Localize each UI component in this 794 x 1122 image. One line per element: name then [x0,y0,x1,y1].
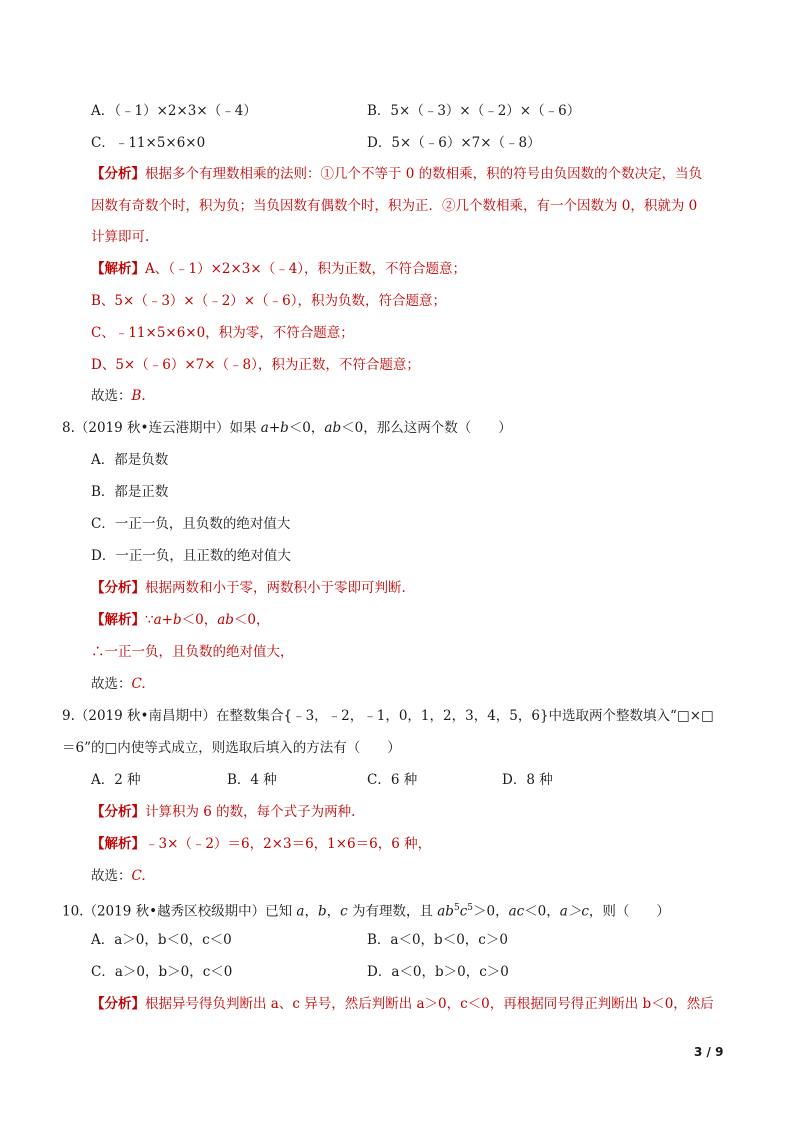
q8-stem-prefix: 8.（2019 秋•连云港期中）如果 [62,420,261,436]
q9-option-a: A．2 种 [91,772,141,788]
answer-label: 故选： [91,676,132,692]
q10-var-b: b [317,903,327,920]
answer-label: 故选： [91,868,132,884]
q7-solution-line-2: B、5×（﹣3）×（﹣2）×（﹣6），积为负数，符合题意； [91,293,446,309]
q8-analysis-text: 根据两数和小于零，两数积小于零即可判断. [145,580,406,596]
solution-tag: 【解析】 [91,261,145,277]
q10-analysis-text: 根据异号得负判断出 a、c 异号，然后判断出 a＞0，c＜0，再根据同号得正判断出 b＜0，然后 [145,996,714,1012]
q10-var-a: a [296,903,305,920]
q10-cond-1: ＞0， [472,903,509,920]
q7-solution-line-1 [91,260,466,278]
q8-sol-expr-2: ab [217,612,234,628]
q7-solution-line-3: C、﹣11×5×6×0，积为零，不符合题意； [91,325,354,341]
analysis-tag: 【分析】 [91,580,145,596]
q8-option-b: B．都是正数 [91,484,169,500]
q7-option-row-1 [91,102,581,120]
q9-stem-line-1: 9.（2019 秋•南昌期中）在整数集合{﹣3，﹣2，﹣1，0，1，2，3，4，5，6}中选取两个整数填入“□×□ [62,708,714,724]
solution-tag: 【解析】 [91,612,145,628]
q10-stem-mid: 为有理数，且 [347,903,438,920]
q8-sol-mid: ＜0， [181,612,218,628]
answer-value: B. [131,388,146,404]
q8-analysis [91,579,406,597]
q9-stem-line-2: ＝6”的□内使等式成立，则选取后填入的方法有（ ） [62,740,401,756]
q8-sol-suffix: ＜0， [233,612,270,628]
q10-option-d: D．a＜0，b＞0，c＞0 [367,964,509,980]
q7-analysis-line-2: 因数有奇数个时，积为负；当负因数有偶数个时，积为正．②几个数相乘，有一个因数为 0，积就为 0 [91,198,698,214]
q7-option-d: D．5×（﹣6）×7×（﹣8） [367,135,541,151]
q7-solution-line-4: D、5×（﹣6）×7×（﹣8），积为正数，不符合题意； [91,357,420,373]
page-number: 3 / 9 [694,1045,724,1059]
answer-label: 故选： [91,388,132,404]
q10-option-b: B．a＜0，b＜0，c＞0 [367,932,508,948]
q8-solution-line-2: ∴一正一负，且负数的绝对值大， [91,644,294,660]
q10-var-c: c [340,903,348,920]
because-symbol: ∵ [145,612,154,628]
answer-value: C. [131,868,146,884]
q8-stem-mid: ＜0， [288,420,325,436]
q8-option-a: A．都是负数 [91,452,169,468]
q10-expr-ac: ac [508,903,525,920]
q8-answer [91,675,146,693]
q9-option-d: D．8 种 [502,772,553,788]
q10-expr-ab: ab [437,903,454,920]
q10-exponent-2: 5 [467,903,473,913]
q8-option-d: D．一正一负，且正数的绝对值大 [91,548,291,564]
q7-analysis-text: 根据多个有理数相乘的法则：①几个不等于 0 的数相乘，积的符号由负因数的个数决定，当负 [145,166,703,182]
q10-option-c: C．a＞0，b＞0，c＜0 [91,964,233,980]
q7-option-a: A．（﹣1）×2×3×（﹣4） [91,103,257,119]
q8-sol-expr-1: a+b [153,612,182,628]
q10-option-row-1 [91,931,508,949]
q7-answer [91,387,146,405]
q8-solution-line-1 [91,611,270,629]
q10-stem-prefix: 10.（2019 秋•越秀区校级期中）已知 [62,903,297,920]
analysis-tag: 【分析】 [91,996,145,1012]
q8-expr-2: ab [324,420,342,436]
q9-solution [91,835,431,853]
q10-expr-a-gt-c: a＞c [559,903,589,920]
analysis-tag: 【分析】 [91,166,145,182]
analysis-tag: 【分析】 [91,804,145,820]
q7-option-b: B．5×（﹣3）×（﹣2）×（﹣6） [367,103,581,119]
q9-analysis-text: 计算积为 6 的数，每个式子为两种. [145,804,356,820]
answer-value: C. [131,676,146,692]
q10-stem-suffix: ，则（ ） [588,903,670,920]
q9-option-c: C．6 种 [367,772,418,788]
q10-cond-2: ＜0， [524,903,560,920]
q9-solution-text: ﹣3×（﹣2）＝6，2×3＝6，1×6＝6，6 种， [145,836,432,852]
q9-analysis [91,803,355,821]
q8-stem [62,419,512,437]
q7-analysis-line-3: 计算即可. [91,229,150,245]
q8-stem-suffix: ＜0，那么这两个数（ ） [341,420,512,436]
q10-exponent-1: 5 [453,903,460,913]
q7-option-c: C．﹣11×5×6×0 [91,135,206,151]
q10-analysis [91,995,714,1013]
q10-stem: 10.（2019 秋•越秀区校级期中）已知 a，b，c 为有理数，且 $ab^5c^5>0$，ac＜0，a＞c，则（ ） [62,903,670,920]
q7-analysis-line-1 [91,165,702,183]
q7-solution-text: A、（﹣1）×2×3×（﹣4），积为正数，不符合题意； [145,261,467,277]
q10-option-row-2 [91,963,509,981]
q8-expr-1: a+b [260,420,289,436]
q10-expr-c: c [459,903,468,920]
q7-option-row-2 [91,134,541,152]
q10-option-a: A．a＞0，b＜0，c＜0 [91,932,232,948]
q8-option-c: C．一正一负，且负数的绝对值大 [91,516,291,532]
q9-answer [91,867,146,885]
q9-option-b: B．4 种 [227,772,277,788]
solution-tag: 【解析】 [91,836,145,852]
